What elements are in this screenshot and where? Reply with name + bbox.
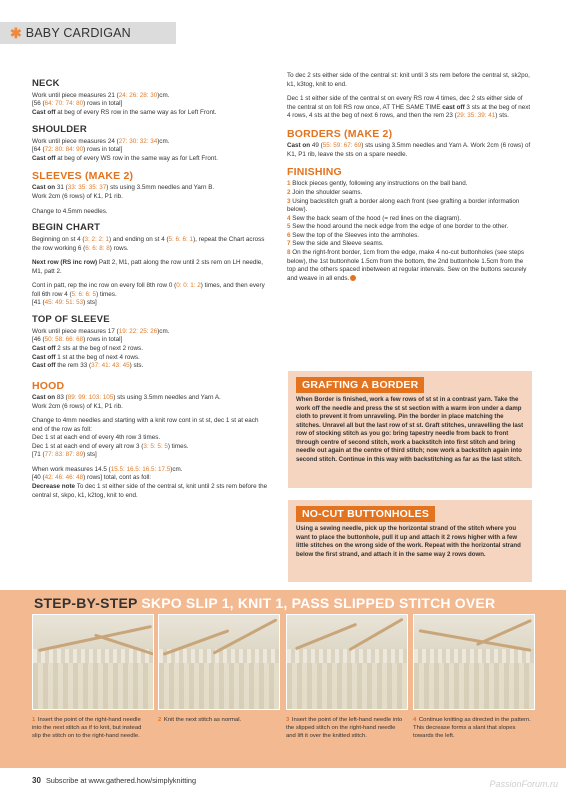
sleeves-line-2: Work 2cm (6 rows) of K1, P1 rib. xyxy=(32,193,123,201)
top-sleeve-line-1: Work until piece measures 17 (19: 22: 25: 26)cm. xyxy=(32,327,170,335)
end-dot-icon xyxy=(350,275,356,281)
finishing-item: 3 Using backstitch graft a border along each front (see grafting a border information below). xyxy=(287,197,520,214)
top-sleeve-line-3: Cast off 2 sts at the beg of next 2 rows. xyxy=(32,345,143,353)
chart-line-4: [41 (45: 49: 51: 53) sts] xyxy=(32,299,97,307)
step-caption: 4 Continue knitting as directed in the pattern. This decrease forms a slant that slopes towards the left. xyxy=(413,717,531,740)
step-photo xyxy=(286,614,408,710)
shoulder-line-1: Work until piece measures 24 (27: 30: 32: 34)cm. xyxy=(32,137,170,145)
step-photo xyxy=(413,614,535,710)
neck-line-1: Work until piece measures 21 (24: 26: 28: 30)cm. xyxy=(32,91,170,99)
top-sleeve-heading: TOP OF SLEEVE xyxy=(32,313,110,325)
step-4 xyxy=(413,614,535,740)
left-column xyxy=(32,72,268,506)
hood-line-6: [71 (77: 83: 87: 89) sts] xyxy=(32,451,97,459)
finishing-item: 5 Sew the hood around the neck edge from the edge of one border to the other. xyxy=(287,223,509,231)
top-sleeve-line-2: [46 (50: 58: 66: 68) rows in total] xyxy=(32,336,123,344)
page-title: BABY CARDIGAN xyxy=(25,25,131,40)
grafting-box xyxy=(288,371,532,488)
finishing-list xyxy=(287,180,533,283)
finishing-item: 2 Join the shoulder seams. xyxy=(287,189,363,197)
grafting-text: When Border is finished, work a few rows of st st in a contrast yarn. Take the work off the needle and press the st st section with a warm iron under a damp cloth to prevent it from unraveling. Pin the border in place matching the stitches. Unravel all but the last row of st st. Graft stitches, unravelling the last row of stocking stitch as you go: bring tapestry needle from back to front through centre of second stitch, work a backstitch into first stitch and bring needle out again at the centre of third stitch; now work a backstitch again into second stitch. Continue in this way with backstitching as far as the last stitch. xyxy=(296,396,524,463)
step-3 xyxy=(286,614,408,740)
step-caption: 2 Knit the next stitch as normal. xyxy=(158,717,242,723)
finishing-item: 4 Sew the back seam of the hood (= red lines on the diagram). xyxy=(287,214,462,222)
no-cut-heading: NO-CUT BUTTONHOLES xyxy=(296,506,435,522)
hood-line-7: When work measures 14.5 (15.5: 16.5: 16.5: 17.5)cm. xyxy=(32,465,183,473)
hood-heading: HOOD xyxy=(32,379,65,392)
chart-line-3: Cont in patt, rep the inc row on every foll 8th row 0 (0: 0: 1: 2) times, and then every foll 6th row 4 (5: 6: 6: 5) times. xyxy=(32,282,265,298)
step-by-step-heading: STEP-BY-STEP SKPO SLIP 1, KNIT 1, PASS SLIPPED STITCH OVER xyxy=(34,595,496,611)
top-sleeve-line-5: Cast off the rem 33 (37: 41: 43: 45) sts. xyxy=(32,362,144,370)
hood-line-8: [40 (42: 46: 46: 48) rows] total, cont as foll: xyxy=(32,474,152,482)
finishing-item: 6 Sew the top of the Sleeves into the armholes. xyxy=(287,231,419,239)
chart-line-2: Next row (RS inc row) Patt 2, M1, patt along the row until 2 sts rem on LH needle, M1, patt 2. xyxy=(32,259,263,275)
top-sleeve-line-4: Cast off 1 st at the beg of next 4 rows. xyxy=(32,353,140,361)
finishing-item: 8 On the right-front border, 1cm from the edge, make 4 no-cut buttonholes (see steps below), the 1st buttonhole 1.5cm from the bottom, the 2nd buttonhole 1.5cm from the top and the others spaced inbetween at regular intervals. Sew on the buttons securely and weave in all ends. xyxy=(287,248,527,282)
hood-line-2: Work 2cm (6 rows) of K1, P1 rib. xyxy=(32,402,123,410)
dec-instruction: To dec 2 sts either side of the central st: knit until 3 sts rem before the central st, sk2po, k1, k3tog, knit to end. xyxy=(287,72,530,88)
borders-line-1: Cast on 49 (55: 59: 67: 69) sts using 3.5mm needles and Yarn A. Work 2cm (6 rows) of K1, P1 rib, leave the sts on a spare needle. xyxy=(287,142,531,158)
chart-heading: BEGIN CHART xyxy=(32,222,101,234)
finishing-item: 7 Sew the side and Sleeve seams. xyxy=(287,240,384,248)
step-1 xyxy=(32,614,154,740)
watermark: PassionForum.ru xyxy=(489,779,558,789)
hood-line-4: Dec 1 st at each end of every 4th row 3 times. xyxy=(32,434,161,442)
hood-list xyxy=(32,417,268,460)
step-caption: 1 Insert the point of the right-hand needle into the next stitch as if to knit, but instead slip the stitch on to the right-hand needle. xyxy=(32,717,142,740)
step-photo xyxy=(158,614,280,710)
shoulder-heading: SHOULDER xyxy=(32,123,87,135)
right-column xyxy=(287,72,533,283)
sleeves-heading: SLEEVES (MAKE 2) xyxy=(32,170,134,183)
step-photo xyxy=(32,614,154,710)
asterisk-icon: ✱ xyxy=(10,25,22,41)
finishing-heading: FINISHING xyxy=(287,166,342,179)
sleeves-line-1: Cast on 31 (33: 35: 35: 37) sts using 3.5mm needles and Yarn B. xyxy=(32,184,215,192)
shoulder-line-2: [64 (72: 80: 84: 90) rows in total] xyxy=(32,146,123,154)
footer xyxy=(32,776,196,787)
neck-heading: NECK xyxy=(32,78,60,89)
neck-line-2: [56 (64: 70: 74: 80) rows in total] xyxy=(32,100,123,108)
subscribe-link[interactable]: Subscribe at www.gathered.how/simplyknitting xyxy=(45,776,197,785)
chart-line-1: Beginning on st 4 (3: 2: 2: 1) and ending on st 4 (5: 6: 6: 1), repeat the Chart across the row working 6 (6: 6: 8: 8) rows. xyxy=(32,236,265,252)
sleeves-line-3: Change to 4.5mm needles. xyxy=(32,207,108,215)
dec-central-instruction: Dec 1 st either side of the central st on every RS row 4 times, dec 2 sts either side of the central st on foll RS row once, AT THE SAME TIME cast off 3 sts at the beg of next 4 rows, 4 sts at the beg of next 6 rows, and then the rem 23 (29: 35: 39: 41) sts. xyxy=(287,95,531,120)
top-sleeve-list xyxy=(32,328,268,371)
decrease-note: Decrease note To dec 1 st either side of the central st, knit until 2 sts rem before the central st, skpo, k1, k2tog, knit to end. xyxy=(32,483,268,499)
hood-line-1: Cast on 83 (89: 99: 103: 105) sts using 3.5mm needles and Yarn A. xyxy=(32,393,221,401)
step-by-step-panel xyxy=(0,590,566,768)
finishing-item: 1 Block pieces gently, following any instructions on the ball band. xyxy=(287,180,468,188)
hood-line-5: Dec 1 st at each end of every alt row 3 (3: 5: 5: 5) times. xyxy=(32,442,189,450)
no-cut-box xyxy=(288,500,532,582)
grafting-heading: GRAFTING A BORDER xyxy=(296,377,424,393)
borders-heading: BORDERS (MAKE 2) xyxy=(287,127,393,140)
step-caption: 3 Insert the point of the left-hand needle into the slipped stitch on the right-hand needle and lift it over the knitted stitch. xyxy=(286,717,403,740)
step-2 xyxy=(158,614,280,724)
hood-line-3: Change to 4mm needles and starting with a knit row cont in st st, dec 1 st at each end of the row as foll: xyxy=(32,417,259,433)
shoulder-line-3: Cast off at beg of every WS row in the same way as for Left Front. xyxy=(32,154,218,162)
neck-line-3: Cast off at beg of every RS row in the same way as for Left Front. xyxy=(32,109,217,117)
no-cut-text: Using a sewing needle, pick up the horizontal strand of the stitch where you want to place the buttonhole, pull it up and attach it 2 rows higher with a few little stitches on the wrong side of the work. Repeat with the horizontal strand below the first strand, and attach it in the same way 2 rows down. xyxy=(296,525,521,558)
section-header xyxy=(0,22,176,44)
page-number: 30 xyxy=(32,776,41,785)
